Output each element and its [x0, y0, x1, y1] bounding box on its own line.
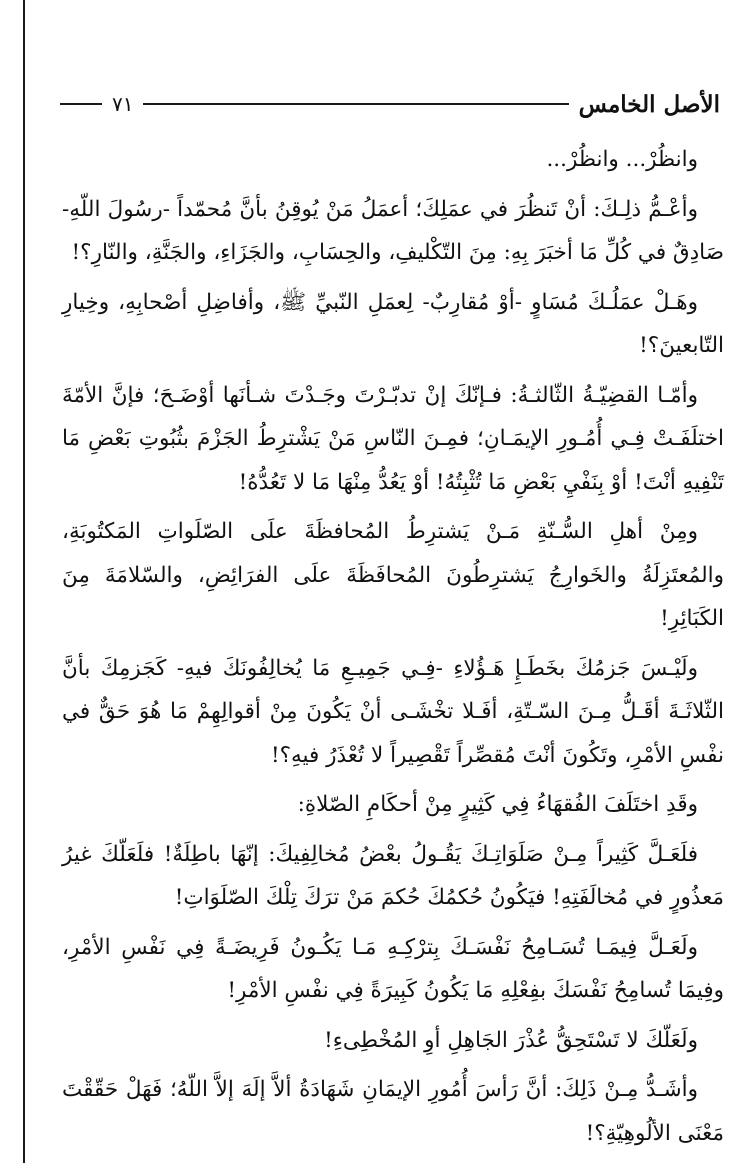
paragraph: وقَدِ اختَلَفَ الفُقهَاءُ فِي كَثِيرٍ مِنْ أحكَامِ الصّلاةِ: — [297, 792, 698, 817]
paragraph: فلَعَـلَّ كَثِيراً مِـنْ صَلَوَاتِـكَ يَقُـولُ بعْضُ مُخالِفِيكَ: إنّهَا باطِلَةٌ! فلَعَلّكَ غيرُ مَعذُورٍ في مُخالَفَتِهِ! فيَكُونُ حُكمُكَ حُكمَ مَنْ ترَكَ تِلْكَ الصّلَوَاتِ! — [62, 841, 724, 910]
paragraph: وأعْـمُّ ذلِـكَ: أنْ تَنظُرَ في عمَلِكَ؛ أعمَلُ مَنْ يُوقِنُ بأنَّ مُحمّداً -رسُولَ اللّهِ- صَادِقٌ في كُلِّ مَا أخبَرَ بِهِ: مِنَ التّكْليفِ، والحِسَابِ، والجَزَاءِ، والجَنَّةِ، والنّارِ؟! — [62, 196, 724, 265]
page-left-border — [23, 0, 25, 1163]
paragraph: ولَعَـلَّ فِيمَـا تُسَـامِحُ نَفْسَـكَ بِترْكِـهِ مَـا يَكُـونُ فَرِيضَـةً فِي نَفْسِ الأمْرِ، وفِيمَا تُسامِحُ نَفْسَكَ بفِعْلِهِ مَا يَكُونُ كَبِيرَةً فِي نفْسِ الأمْرِ! — [62, 934, 724, 1003]
page-number: ٧١ — [112, 92, 134, 116]
paragraph: وأشَـدُّ مِـنْ ذَلِكَ: أنَّ رَأسَ أُمُورِ الإيمَانِ شَهَادَةُ ألاَّ إلَهَ إلاَّ اللّهُ؛ فَهَلْ حَقّقْتَ مَعْنَى الألُوهِيّةِ؟! — [62, 1077, 724, 1146]
paragraph: ومِنْ أهلِ السُّـنّةِ مَـنْ يَشترِطُ المُحافظَةَ علَى الصّلَواتِ المَكتُوبَةِ، والمُعتَزِلَةُ والخَوارِجُ يَشترِطُونَ المُحافَظَةَ علَى الفرَائِضِ، والسّلامَةَ مِنَ الكَبَائِرِ! — [62, 519, 724, 631]
header-rule — [143, 103, 568, 105]
paragraph: وانظُرْ... وانظُرْ... — [546, 147, 698, 172]
paragraph: ولَعَلّكَ لا تَسْتَحِقُّ عُذْرَ الجَاهِلِ أوِ المُخْطِىءِ! — [324, 1027, 698, 1053]
running-header — [60, 86, 720, 122]
paragraph: وأمّـا القضِيّـةُ الثّالثـةُ: فـإنّكَ إنْ تدبّـرْتَ وجَـدْتَ شـأنَها أوْضَـحَ؛ فإنَّ الأمّةَ اختلَفَـتْ فِـي أُمُـورِ الإيمَـانِ؛ فمِـنَ النّاسِ مَنْ يَشْترِطُ الجَزْمَ بثُبُوتِ بَعْضِ مَا تَنْفِيهِ أنْتَ! أوْ بِنَفْيِ بَعْضِ مَا تُثْبِتُهُ! أوْ يَعُدُّ مِنْهَا مَا لا تَعُدُّهُ! — [62, 382, 724, 495]
header-rule-end — [60, 103, 102, 105]
paragraph: ولَيْـسَ جَزمُكَ بخَطَـإِ هَـؤُلاءِ -فِـي جَمِيـعِ مَا يُخالِفُونَكَ فيهِ- كَجَزمِكَ بأنَّ الثّلاثَـةَ أقَـلُّ مِـنَ السّـتّةِ، أفَـلا تخْشَـى أنْ يَكُونَ مِنْ أقوالِهِمْ مَا هُوَ حَقٌّ في نفْسِ الأمْرِ، وتَكُونَ أنْتَ مُقصِّراً تَقْصِيراً لا تُعْذَرُ فيهِ؟! — [62, 655, 724, 768]
paragraph: وهَـلْ عمَلُـكَ مُسَاوٍ -أوْ مُقارِبٌ- لِعمَلِ النّبيِّ ﷺ، وأفاضِلِ أصْحابِهِ، وخِيارِ التّابعينَ؟! — [62, 289, 724, 358]
chapter-title: الأصل الخامس — [578, 90, 720, 118]
body-text — [62, 138, 724, 1161]
